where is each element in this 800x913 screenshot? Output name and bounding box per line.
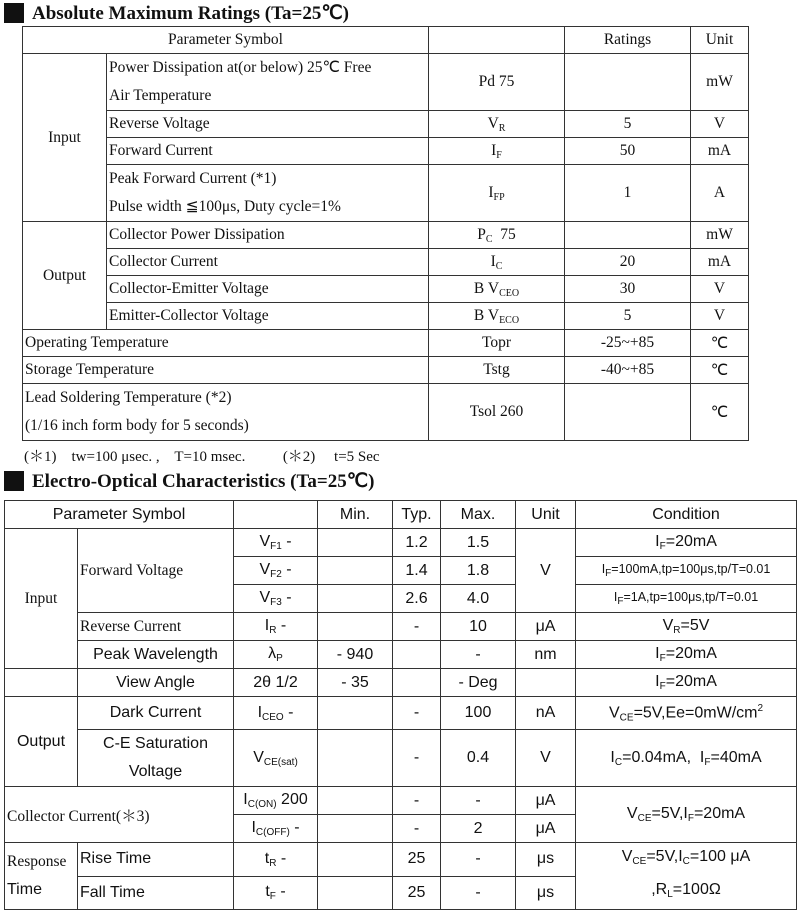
cond-rest: =100mA,tp=100μs,tp/T=0.01 <box>611 562 771 576</box>
symbol-main: V <box>259 533 271 550</box>
header-unit: Unit <box>516 501 576 529</box>
typ-cell: 2.6 <box>393 585 441 613</box>
symbol-cell <box>429 138 565 165</box>
symbol-main: V <box>259 561 271 578</box>
param-cell: Storage Temperature <box>23 357 429 384</box>
symbol-sub: R <box>269 625 277 636</box>
section-heading-electro-optical <box>4 469 374 493</box>
max-cell: - <box>441 876 516 910</box>
param-cell <box>107 54 429 111</box>
cond-sub: C <box>614 756 623 768</box>
param-cell: Reverse Current <box>78 613 234 641</box>
rating-cell <box>565 222 691 249</box>
typ-cell: 25 <box>393 876 441 910</box>
cond-rest: =5V,I <box>651 805 688 822</box>
rating-cell <box>565 384 691 441</box>
cond-main: I <box>655 533 660 550</box>
cond-main: I <box>613 590 618 604</box>
symbol-cell <box>234 730 318 787</box>
rating-cell: 1 <box>565 165 691 222</box>
symbol-cell <box>234 843 318 877</box>
cond-sub: F <box>687 813 694 824</box>
cond-rest: =1A,tp=100μs,tp/T=0.01 <box>623 590 759 604</box>
condition-cell <box>576 613 797 641</box>
table-row <box>5 613 797 641</box>
cond-rest: =20mA <box>665 533 717 550</box>
param-line: Voltage <box>128 763 183 780</box>
symbol-main: I <box>257 703 263 721</box>
symbol-cell <box>234 815 318 843</box>
symbol-sub: ECO <box>499 314 520 326</box>
symbol-main: λ <box>268 645 277 662</box>
symbol-cell: Topr <box>429 330 565 357</box>
condition-cell <box>576 557 797 585</box>
typ-cell <box>393 641 441 669</box>
rating-cell: -25~+85 <box>565 330 691 357</box>
min-cell <box>318 557 393 585</box>
typ-cell: 1.2 <box>393 529 441 557</box>
symbol-main: t <box>264 849 270 867</box>
symbol-sub: C(ON) <box>247 799 277 810</box>
condition-cell <box>576 843 797 910</box>
symbol-dash: - <box>294 819 300 836</box>
symbol-cell <box>234 529 318 557</box>
param-line: Lead Soldering Temperature (*2) <box>25 389 232 406</box>
cond-main: V <box>626 805 638 822</box>
group-output: Output <box>5 697 78 787</box>
table-row <box>23 222 749 249</box>
min-cell <box>318 876 393 910</box>
symbol-main: I <box>491 141 497 159</box>
unit-cell: μA <box>516 787 576 815</box>
table-row <box>23 303 749 330</box>
symbol-main: I <box>243 791 248 808</box>
typ-cell: 1.4 <box>393 557 441 585</box>
header-max: Max. <box>441 501 516 529</box>
symbol-cell <box>234 613 318 641</box>
condition-cell <box>576 697 797 730</box>
rating-cell: 50 <box>565 138 691 165</box>
unit-cell <box>516 669 576 697</box>
symbol-main: P <box>477 225 486 243</box>
cond-main: V <box>608 704 620 722</box>
unit-cell: A <box>691 165 749 222</box>
table-row <box>23 330 749 357</box>
param-cell: Collector Power Dissipation <box>107 222 429 249</box>
section-title: Electro-Optical Characteristics (Ta=25℃) <box>32 470 375 492</box>
group-response-time <box>5 843 78 910</box>
min-cell: - 940 <box>318 641 393 669</box>
symbol-cell <box>234 557 318 585</box>
symbol-cell <box>234 876 318 910</box>
symbol-sub: FP <box>493 191 505 203</box>
param-cell <box>78 730 234 787</box>
param-cell: Operating Temperature <box>23 330 429 357</box>
symbol-main: t <box>265 883 270 901</box>
symbol-main: V <box>253 748 264 766</box>
unit-cell: μs <box>516 843 576 877</box>
typ-cell: - <box>393 787 441 815</box>
min-cell <box>318 730 393 787</box>
cond-sub: C <box>682 856 690 867</box>
typ-cell: 25 <box>393 843 441 877</box>
rating-cell: 5 <box>565 111 691 138</box>
symbol-main: V <box>259 589 271 606</box>
table-row <box>5 787 797 815</box>
param-line: Peak Forward Current (*1) <box>109 170 277 187</box>
symbol-sub: F3 <box>270 597 282 608</box>
cond-rest: =5V,Ee=0mW/cm <box>633 704 758 722</box>
symbol-sub: R <box>269 857 277 869</box>
min-cell <box>318 815 393 843</box>
unit-cell: nA <box>516 697 576 730</box>
symbol-cell: Tsol 260 <box>429 384 565 441</box>
symbol-dash: - <box>280 883 286 901</box>
symbol-main: I <box>490 252 496 270</box>
cond-main: V <box>621 848 633 865</box>
min-cell: - 35 <box>318 669 393 697</box>
param-cell: Collector-Emitter Voltage <box>107 276 429 303</box>
table-header-row <box>5 501 797 529</box>
symbol-cell: 2θ 1/2 <box>234 669 318 697</box>
max-cell: 1.8 <box>441 557 516 585</box>
symbol-sub: R <box>498 122 506 134</box>
symbol-cell <box>429 276 565 303</box>
cond-sub: R <box>673 625 681 636</box>
rating-cell: -40~+85 <box>565 357 691 384</box>
header-parameter: Parameter Symbol <box>23 27 429 54</box>
section-title: Absolute Maximum Ratings (Ta=25℃) <box>32 2 350 24</box>
max-cell: 10 <box>441 613 516 641</box>
cond-rest: =0.04mA, I <box>622 748 705 766</box>
header-typ: Typ. <box>393 501 441 529</box>
symbol-sub: F <box>269 891 276 903</box>
rating-cell: 20 <box>565 249 691 276</box>
table-header-row <box>23 27 749 54</box>
table-row <box>23 276 749 303</box>
cond-rest: =20mA <box>693 805 746 822</box>
symbol-main: B V <box>473 306 500 324</box>
symbol-dash: - <box>288 703 294 721</box>
symbol-cell: Pd 75 <box>429 54 565 111</box>
typ-cell: - <box>393 730 441 787</box>
symbol-tail: 75 <box>492 225 516 243</box>
unit-cell: ℃ <box>691 330 749 357</box>
param-line: Air Temperature <box>109 87 212 104</box>
symbol-cell <box>234 697 318 730</box>
condition-cell <box>576 585 797 613</box>
symbol-sub: C <box>495 260 503 272</box>
rating-cell <box>565 54 691 111</box>
max-cell: - <box>441 843 516 877</box>
symbol-sub: CE(sat) <box>263 756 298 768</box>
symbol-sub: F <box>496 149 502 161</box>
typ-cell <box>393 669 441 697</box>
cond-main: I <box>610 748 615 766</box>
table-row <box>23 249 749 276</box>
cond-rest: =100Ω <box>672 881 721 898</box>
min-cell <box>318 787 393 815</box>
absolute-max-ratings-table <box>22 26 749 441</box>
symbol-cell <box>234 787 318 815</box>
unit-cell: mW <box>691 54 749 111</box>
condition-cell <box>576 641 797 669</box>
symbol-sub: F2 <box>270 569 282 580</box>
max-cell: - <box>441 787 516 815</box>
unit-cell: ℃ <box>691 384 749 441</box>
param-line: Power Dissipation at(or below) 25℃ Free <box>109 59 372 76</box>
symbol-main: B V <box>473 279 500 297</box>
param-line: C-E Saturation <box>103 735 208 752</box>
typ-cell: - <box>393 815 441 843</box>
param-cell: Rise Time <box>78 843 234 877</box>
cond-sub: CE <box>632 856 647 867</box>
param-line: (1/16 inch form body for 5 seconds) <box>25 417 249 434</box>
param-line: Pulse width ≦100μs, Duty cycle=1% <box>109 198 341 215</box>
typ-cell: - <box>393 613 441 641</box>
cond-sub: CE <box>619 712 634 724</box>
unit-cell: V <box>691 111 749 138</box>
symbol-cell <box>429 303 565 330</box>
unit-cell: V <box>516 730 576 787</box>
cond-rest: =5V,I <box>646 848 683 865</box>
cond-rest: =5V <box>680 617 710 634</box>
group-output: Output <box>23 222 107 330</box>
rating-cell: 5 <box>565 303 691 330</box>
max-cell: 0.4 <box>441 730 516 787</box>
symbol-cell: Tstg <box>429 357 565 384</box>
square-bullet-icon <box>4 471 24 491</box>
unit-cell: mW <box>691 222 749 249</box>
cond-sub: CE <box>637 813 652 824</box>
symbol-cell <box>429 165 565 222</box>
symbol-sub: CEO <box>262 711 284 723</box>
unit-cell: V <box>691 303 749 330</box>
param-cell: Dark Current <box>78 697 234 730</box>
condition-cell <box>576 529 797 557</box>
param-forward-voltage: Forward Voltage <box>78 529 234 613</box>
table-row <box>23 54 749 111</box>
cond-rest: =20mA <box>665 645 717 662</box>
cond-main: V <box>662 617 674 634</box>
table-row <box>23 111 749 138</box>
header-symbol-blank <box>234 501 318 529</box>
symbol-sub: C(OFF) <box>255 827 290 838</box>
cond-main: I <box>655 673 660 690</box>
min-cell <box>318 697 393 730</box>
header-symbol-blank <box>429 27 565 54</box>
unit-cell: V <box>516 529 576 613</box>
table-row <box>5 843 797 877</box>
symbol-main: I <box>251 819 256 836</box>
group-label-line: Time <box>7 881 42 898</box>
param-cell: Peak Wavelength <box>78 641 234 669</box>
symbol-sub: CEO <box>499 287 520 299</box>
cond-sub: L <box>667 889 673 900</box>
table-row <box>5 529 797 557</box>
table-row <box>5 669 797 697</box>
unit-cell: μA <box>516 815 576 843</box>
cond-sub: F <box>659 681 666 692</box>
max-cell: 2 <box>441 815 516 843</box>
table-row <box>23 357 749 384</box>
param-cell: Reverse Voltage <box>107 111 429 138</box>
param-cell: Fall Time <box>78 876 234 910</box>
section-heading-absolute-max <box>4 1 349 25</box>
table-row <box>23 384 749 441</box>
unit-cell: μs <box>516 876 576 910</box>
table-row <box>23 138 749 165</box>
symbol-main: I <box>488 183 494 201</box>
condition-cell <box>576 787 797 843</box>
min-cell <box>318 529 393 557</box>
max-cell: - <box>441 641 516 669</box>
unit-cell: mA <box>691 138 749 165</box>
condition-cell <box>576 730 797 787</box>
max-cell: - Deg <box>441 669 516 697</box>
cond-sub: F <box>704 756 711 768</box>
param-cell: Collector Current <box>107 249 429 276</box>
symbol-cell <box>429 222 565 249</box>
blank-cell <box>5 669 78 697</box>
group-label-line: Response <box>7 853 67 870</box>
header-min: Min. <box>318 501 393 529</box>
param-cell: Emitter-Collector Voltage <box>107 303 429 330</box>
cond-main: ,R <box>651 881 668 898</box>
symbol-sub: C <box>485 233 493 245</box>
symbol-dash: - <box>280 617 287 634</box>
symbol-dash: - <box>286 533 292 550</box>
min-cell <box>318 843 393 877</box>
symbol-tail: 200 <box>276 791 308 808</box>
param-cell: View Angle <box>78 669 234 697</box>
typ-cell: - <box>393 697 441 730</box>
table-row <box>5 641 797 669</box>
symbol-cell <box>429 111 565 138</box>
cond-sub: F <box>605 568 612 579</box>
cond-sup: 2 <box>757 702 764 714</box>
group-input: Input <box>23 54 107 222</box>
unit-cell: nm <box>516 641 576 669</box>
max-cell: 1.5 <box>441 529 516 557</box>
symbol-sub: P <box>276 653 283 664</box>
table-row <box>5 730 797 787</box>
header-unit: Unit <box>691 27 749 54</box>
symbol-sub: F1 <box>270 541 282 552</box>
cond-main: I <box>655 645 660 662</box>
footnotes: (＊1) tw=100 μsec. , T=10 msec. (＊2) t=5 Sec <box>24 449 380 465</box>
condition-cell <box>576 669 797 697</box>
symbol-cell <box>234 641 318 669</box>
symbol-cell <box>234 585 318 613</box>
param-cell <box>23 384 429 441</box>
electro-optical-table <box>4 500 797 910</box>
cond-main: I <box>601 562 606 576</box>
table-row <box>5 697 797 730</box>
rating-cell: 30 <box>565 276 691 303</box>
cond-sub: F <box>659 653 666 664</box>
symbol-dash: - <box>286 589 292 606</box>
param-cell: Forward Current <box>107 138 429 165</box>
symbol-main: V <box>487 114 499 132</box>
cond-rest: =100 μA <box>689 848 751 865</box>
header-condition: Condition <box>576 501 797 529</box>
group-collector-current: Collector Current(＊3) <box>5 787 234 843</box>
cond-sub: F <box>617 596 624 607</box>
cond-sub: F <box>659 541 666 552</box>
cond-rest: =40mA <box>710 748 762 766</box>
symbol-cell <box>429 249 565 276</box>
unit-cell: V <box>691 276 749 303</box>
square-bullet-icon <box>4 3 24 23</box>
header-parameter: Parameter Symbol <box>5 501 234 529</box>
table-row <box>23 165 749 222</box>
min-cell <box>318 585 393 613</box>
param-cell <box>107 165 429 222</box>
header-ratings: Ratings <box>565 27 691 54</box>
max-cell: 4.0 <box>441 585 516 613</box>
unit-cell: ℃ <box>691 357 749 384</box>
symbol-main: I <box>264 617 270 634</box>
unit-cell: μA <box>516 613 576 641</box>
cond-rest: =20mA <box>665 673 717 690</box>
group-input: Input <box>5 529 78 669</box>
min-cell <box>318 613 393 641</box>
symbol-dash: - <box>280 849 287 867</box>
symbol-dash: - <box>286 561 292 578</box>
unit-cell: mA <box>691 249 749 276</box>
max-cell: 100 <box>441 697 516 730</box>
